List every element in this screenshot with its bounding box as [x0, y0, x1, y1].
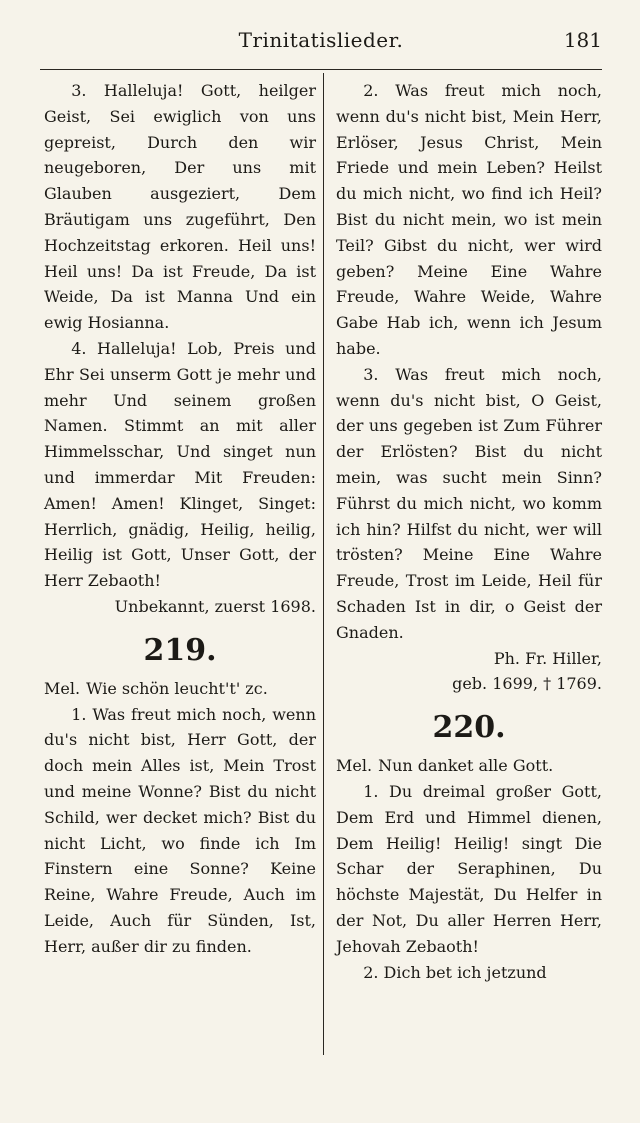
hymn-219-verse-3: 3. Was freut mich noch, wenn du's nicht bist, O Geist, der uns gegeben ist Zum Führer der Erlösten? Bist du nicht mein, was sucht mein Sinn? Führst du mich nicht, wo komm ich hin? Hilfst du nicht, wer will trösten? Meine Eine Wahre Freude, Trost im Leide, Heil für Schaden Ist in dir, o Geist der Gnaden.: [336, 364, 602, 642]
hymn-number-220: 220.: [432, 710, 506, 746]
right-column: [336, 78, 602, 985]
hymn-219-melody: [44, 676, 316, 702]
melody-label: Mel.: [336, 756, 373, 776]
hymn-219-credit: [336, 646, 602, 698]
hymn-number-219: 219.: [143, 632, 217, 668]
hymn-218-credit: Unbekannt, zuerst 1698.: [114, 596, 316, 616]
hymn-218-verse-4: 4. Halleluja! Lob, Preis und Ehr Sei unserm Gott je mehr und mehr Und seinem großen Namen. Stimmt an mit aller Himmelsschar, Und singet nun und immerdar Mit Freuden: Amen! Amen! Klinget, Singet: Herrlich, gnädig, Heilig, heilig, Heilig ist Gott, Unser Gott, der Herr Zebaoth!: [44, 338, 316, 591]
hymn-218-verse-3: 3. Halleluja! Gott, heilger Geist, Sei ewiglich von uns gepreist, Durch den wir neugeboren, Der uns mit Glauben ausgeziert, Dem Bräutigam uns zugeführt, Den Hochzeitstag erkoren. Heil uns! Heil uns! Da ist Freude, Da ist Weide, Da ist Manna Und ein ewig Hosianna.: [44, 81, 316, 333]
melody-label: Mel.: [44, 678, 81, 698]
column-divider: [323, 73, 324, 1055]
credit-author: Ph. Fr. Hiller,: [493, 648, 602, 668]
credit-dates: geb. 1699, † 1769.: [452, 674, 602, 694]
melody-name: Nun danket alle Gott.: [378, 756, 554, 776]
hymn-219-verse-1: 1. Was freut mich noch, wenn du's nicht bist, Herr Gott, der doch mein Alles ist, Mein Trost und meine Wonne? Bist du nicht Schild, wer decket mich? Bist du nicht Licht, wo finde ich Im Finstern eine Sonne? Keine Reine, Wahre Freude, Auch im Leide, Auch für Sünden, Ist, Herr, außer dir zu finden.: [44, 704, 316, 956]
hymn-220-verse-1: 1. Du dreimal großer Gott, Dem Erd und Himmel dienen, Dem Heilig! Heilig! singt Die Schar der Seraphinen, Du höchste Majestät, Du Helfer in der Not, Du aller Herren Herr, Jehovah Zebaoth!: [336, 781, 602, 956]
page-header: [40, 26, 602, 62]
header-rule: [40, 69, 602, 70]
left-column: [44, 78, 316, 960]
hymn-219-verse-2: 2. Was freut mich noch, wenn du's nicht bist, Mein Herr, Erlöser, Jesus Christ, Mein Friede und mein Leben? Heilst du mich nicht, wo find ich Heil? Bist du nicht mein, wo ist mein Teil? Gibst du nicht, wer wird geben? Meine Eine Wahre Freude, Wahre Weide, Wahre Gabe Hab ich, wenn ich Jesum habe.: [336, 81, 602, 358]
hymn-220-melody: [336, 753, 602, 779]
melody-name: Wie schön leucht't' zc.: [86, 678, 268, 698]
page-number: 181: [563, 28, 602, 52]
running-head: Trinitatislieder.: [238, 28, 404, 52]
hymn-220-verse-2-start: 2. Dich bet ich jetzund: [363, 962, 547, 982]
